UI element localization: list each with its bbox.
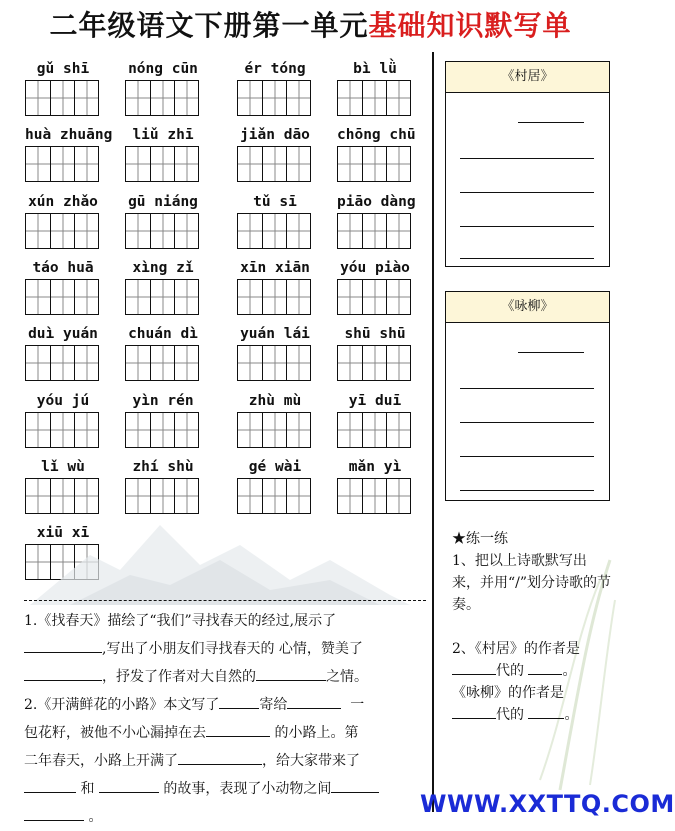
pinyin-cell bbox=[125, 392, 201, 410]
pinyin-label: yìn rén bbox=[132, 393, 194, 409]
practice-q2-line2: 《咏柳》的作者是 代的 。 bbox=[452, 685, 579, 723]
pinyin-cell bbox=[25, 259, 101, 277]
writing-box[interactable] bbox=[150, 280, 174, 314]
writing-box[interactable] bbox=[50, 479, 74, 513]
poem-line[interactable] bbox=[460, 388, 594, 389]
pinyin-cell bbox=[337, 325, 413, 343]
pinyin-cell bbox=[337, 259, 413, 277]
answer-blank[interactable] bbox=[287, 694, 341, 709]
answer-blank[interactable] bbox=[24, 778, 76, 793]
pinyin-label: gé wài bbox=[248, 459, 302, 475]
tianzige-boxes[interactable] bbox=[237, 213, 311, 249]
tianzige-boxes[interactable] bbox=[25, 478, 99, 514]
writing-box[interactable] bbox=[74, 280, 98, 314]
poem-box-cunju bbox=[445, 61, 610, 267]
writing-box[interactable] bbox=[386, 147, 410, 181]
mountain-watermark bbox=[30, 515, 410, 610]
pinyin-cell bbox=[25, 60, 101, 78]
writing-box[interactable] bbox=[74, 346, 98, 380]
writing-box[interactable] bbox=[150, 479, 174, 513]
pinyin-label: liǔ zhī bbox=[132, 127, 194, 143]
poem-title: 《村居》 bbox=[446, 62, 609, 93]
writing-box[interactable] bbox=[26, 413, 50, 447]
tianzige-boxes[interactable] bbox=[25, 412, 99, 448]
writing-box[interactable] bbox=[386, 280, 410, 314]
writing-box[interactable] bbox=[50, 413, 74, 447]
pinyin-cell bbox=[125, 60, 201, 78]
writing-box[interactable] bbox=[50, 280, 74, 314]
writing-box[interactable] bbox=[74, 147, 98, 181]
writing-box[interactable] bbox=[286, 214, 310, 248]
tianzige-boxes[interactable] bbox=[337, 478, 411, 514]
pinyin-cell bbox=[337, 193, 416, 211]
tianzige-boxes[interactable] bbox=[125, 80, 199, 116]
writing-box[interactable] bbox=[286, 346, 310, 380]
pinyin-label: huà zhuāng bbox=[25, 127, 113, 143]
writing-box[interactable] bbox=[386, 214, 410, 248]
pinyin-cell bbox=[25, 193, 101, 211]
writing-box[interactable] bbox=[126, 81, 150, 115]
footer-url[interactable]: WWW.XXTTQ.COM bbox=[420, 790, 675, 818]
writing-box[interactable] bbox=[238, 147, 262, 181]
pinyin-cell bbox=[125, 325, 201, 343]
answer-blank[interactable] bbox=[219, 694, 259, 709]
tianzige-boxes[interactable] bbox=[25, 146, 99, 182]
writing-box[interactable] bbox=[150, 413, 174, 447]
answer-blank[interactable] bbox=[331, 778, 379, 793]
poem-author-line[interactable] bbox=[518, 122, 584, 123]
writing-box[interactable] bbox=[362, 479, 386, 513]
writing-box[interactable] bbox=[338, 413, 362, 447]
writing-box[interactable] bbox=[238, 81, 262, 115]
tianzige-boxes[interactable] bbox=[125, 412, 199, 448]
writing-box[interactable] bbox=[126, 280, 150, 314]
writing-box[interactable] bbox=[262, 280, 286, 314]
writing-box[interactable] bbox=[338, 479, 362, 513]
tianzige-boxes[interactable] bbox=[25, 345, 99, 381]
writing-box[interactable] bbox=[286, 147, 310, 181]
question-2-line4: 和 的故事，表现了小动物之间 bbox=[24, 775, 424, 803]
writing-box[interactable] bbox=[286, 280, 310, 314]
writing-box[interactable] bbox=[286, 479, 310, 513]
writing-box[interactable] bbox=[262, 479, 286, 513]
writing-box[interactable] bbox=[150, 346, 174, 380]
pinyin-cell bbox=[25, 458, 101, 476]
pinyin-label: yuán lái bbox=[240, 326, 310, 342]
writing-box[interactable] bbox=[150, 81, 174, 115]
writing-box[interactable] bbox=[238, 479, 262, 513]
pinyin-cell bbox=[25, 325, 101, 343]
pinyin-cell bbox=[125, 126, 201, 144]
pinyin-label: bì lǜ bbox=[353, 61, 397, 77]
writing-box[interactable] bbox=[386, 479, 410, 513]
writing-box[interactable] bbox=[262, 413, 286, 447]
writing-box[interactable] bbox=[74, 479, 98, 513]
pinyin-label: xìng zǐ bbox=[132, 260, 194, 276]
writing-box[interactable] bbox=[238, 280, 262, 314]
writing-box[interactable] bbox=[74, 81, 98, 115]
writing-box[interactable] bbox=[286, 81, 310, 115]
pinyin-label: xún zhǎo bbox=[28, 194, 98, 210]
pinyin-label: chōng chū bbox=[337, 127, 416, 143]
answer-blank[interactable] bbox=[178, 750, 262, 765]
answer-blank[interactable] bbox=[452, 704, 496, 719]
writing-box[interactable] bbox=[262, 147, 286, 181]
tianzige-boxes[interactable] bbox=[237, 146, 311, 182]
writing-box[interactable] bbox=[174, 280, 198, 314]
dashed-divider bbox=[24, 600, 426, 601]
pinyin-cell bbox=[237, 193, 313, 211]
pinyin-label: yī duī bbox=[348, 393, 402, 409]
question-2-line3: 二年春天，小路上开满了 ，给大家带来了 bbox=[24, 747, 424, 775]
answer-blank[interactable] bbox=[528, 704, 564, 719]
pinyin-label: ér tóng bbox=[244, 61, 306, 77]
writing-box[interactable] bbox=[126, 147, 150, 181]
tianzige-boxes[interactable] bbox=[237, 345, 311, 381]
writing-box[interactable] bbox=[286, 413, 310, 447]
writing-box[interactable] bbox=[174, 479, 198, 513]
writing-box[interactable] bbox=[262, 81, 286, 115]
practice-heading: ★练一练 bbox=[452, 531, 508, 547]
pinyin-label: mǎn yì bbox=[348, 459, 402, 475]
page-title bbox=[0, 4, 621, 44]
answer-blank[interactable] bbox=[24, 666, 102, 681]
poem-author-line[interactable] bbox=[518, 352, 584, 353]
pinyin-cell bbox=[125, 458, 201, 476]
writing-box[interactable] bbox=[174, 147, 198, 181]
writing-box[interactable] bbox=[238, 346, 262, 380]
pinyin-cell bbox=[337, 126, 416, 144]
poem-line[interactable] bbox=[460, 192, 594, 193]
writing-box[interactable] bbox=[362, 81, 386, 115]
tianzige-boxes[interactable] bbox=[125, 146, 199, 182]
tianzige-boxes[interactable] bbox=[337, 80, 411, 116]
writing-box[interactable] bbox=[238, 413, 262, 447]
writing-box[interactable] bbox=[126, 346, 150, 380]
writing-box[interactable] bbox=[338, 346, 362, 380]
answer-blank[interactable] bbox=[256, 666, 326, 681]
pinyin-cell bbox=[25, 392, 101, 410]
writing-box[interactable] bbox=[26, 346, 50, 380]
practice-section bbox=[452, 528, 612, 726]
pinyin-cell bbox=[337, 392, 413, 410]
writing-box[interactable] bbox=[150, 147, 174, 181]
question-1-line1: 1.《找春天》描绘了“我们”寻找春天的经过,展示了 bbox=[24, 613, 337, 629]
writing-box[interactable] bbox=[362, 147, 386, 181]
writing-box[interactable] bbox=[338, 147, 362, 181]
writing-box[interactable] bbox=[126, 479, 150, 513]
tianzige-boxes[interactable] bbox=[337, 345, 411, 381]
poem-line[interactable] bbox=[460, 422, 594, 423]
writing-box[interactable] bbox=[126, 214, 150, 248]
pinyin-label: yóu piào bbox=[340, 260, 410, 276]
writing-box[interactable] bbox=[174, 214, 198, 248]
pinyin-label: jiǎn dāo bbox=[240, 127, 310, 143]
writing-box[interactable] bbox=[362, 346, 386, 380]
tianzige-boxes[interactable] bbox=[125, 279, 199, 315]
pinyin-cell bbox=[25, 126, 113, 144]
pinyin-label: tǔ sī bbox=[253, 194, 297, 210]
tianzige-boxes[interactable] bbox=[25, 213, 99, 249]
poem-line[interactable] bbox=[460, 158, 594, 159]
writing-box[interactable] bbox=[74, 413, 98, 447]
writing-box[interactable] bbox=[150, 214, 174, 248]
writing-box[interactable] bbox=[262, 214, 286, 248]
writing-box[interactable] bbox=[386, 81, 410, 115]
tianzige-boxes[interactable] bbox=[125, 213, 199, 249]
pinyin-label: zhù mù bbox=[248, 393, 302, 409]
tianzige-boxes[interactable] bbox=[25, 80, 99, 116]
tianzige-boxes[interactable] bbox=[237, 478, 311, 514]
practice-q2-line1: 2、《村居》的作者是 代的 。 bbox=[452, 641, 580, 679]
poem-line[interactable] bbox=[460, 456, 594, 457]
pinyin-cell bbox=[337, 458, 413, 476]
writing-box[interactable] bbox=[50, 147, 74, 181]
poem-line[interactable] bbox=[460, 490, 594, 491]
pinyin-cell bbox=[237, 60, 313, 78]
question-2-line1: 2.《开满鲜花的小路》本文写了 寄给 一 bbox=[24, 691, 424, 719]
writing-box[interactable] bbox=[362, 214, 386, 248]
practice-q1: 1、把以上诗歌默写出来，并用“/”划分诗歌的节奏。 bbox=[452, 553, 612, 613]
writing-box[interactable] bbox=[174, 346, 198, 380]
tianzige-boxes[interactable] bbox=[337, 146, 411, 182]
writing-box[interactable] bbox=[338, 280, 362, 314]
question-1-line3: ，抒发了作者对大自然的 之情。 bbox=[24, 663, 424, 691]
pinyin-label: gǔ shī bbox=[36, 61, 90, 77]
tianzige-boxes[interactable] bbox=[237, 80, 311, 116]
pinyin-label: lǐ wù bbox=[41, 459, 85, 475]
writing-box[interactable] bbox=[338, 81, 362, 115]
tianzige-boxes[interactable] bbox=[237, 279, 311, 315]
pinyin-cell bbox=[237, 325, 313, 343]
tianzige-boxes[interactable] bbox=[125, 478, 199, 514]
writing-box[interactable] bbox=[26, 280, 50, 314]
pinyin-label: yóu jú bbox=[36, 393, 90, 409]
pinyin-cell bbox=[237, 126, 313, 144]
pinyin-cell bbox=[125, 259, 201, 277]
writing-box[interactable] bbox=[386, 346, 410, 380]
pinyin-label: xīn xiān bbox=[240, 260, 310, 276]
pinyin-label: nóng cūn bbox=[128, 61, 198, 77]
writing-box[interactable] bbox=[386, 413, 410, 447]
writing-box[interactable] bbox=[50, 214, 74, 248]
answer-blank[interactable] bbox=[452, 660, 496, 675]
pinyin-label: zhí shù bbox=[132, 459, 194, 475]
answer-blank[interactable] bbox=[99, 778, 159, 793]
questions-section bbox=[24, 607, 424, 831]
writing-box[interactable] bbox=[26, 81, 50, 115]
pinyin-cell bbox=[237, 392, 313, 410]
pinyin-label: gū niáng bbox=[128, 194, 198, 210]
writing-box[interactable] bbox=[26, 214, 50, 248]
pinyin-label: xiū xī bbox=[36, 525, 90, 541]
answer-blank[interactable] bbox=[24, 638, 102, 653]
pinyin-label: shū shū bbox=[344, 326, 406, 342]
writing-box[interactable] bbox=[50, 346, 74, 380]
answer-blank[interactable] bbox=[528, 660, 562, 675]
writing-box[interactable] bbox=[238, 214, 262, 248]
pinyin-cell bbox=[337, 60, 413, 78]
pinyin-cell bbox=[237, 259, 313, 277]
pinyin-label: táo huā bbox=[32, 260, 94, 276]
tianzige-boxes[interactable] bbox=[25, 279, 99, 315]
tianzige-boxes[interactable] bbox=[337, 213, 411, 249]
pinyin-cell bbox=[125, 193, 201, 211]
pinyin-label: chuán dì bbox=[128, 326, 198, 342]
answer-blank[interactable] bbox=[206, 722, 270, 737]
poem-line[interactable] bbox=[460, 258, 594, 259]
question-2-line2: 包花籽，被他不小心漏掉在去 的小路上。第 bbox=[24, 719, 424, 747]
tianzige-boxes[interactable] bbox=[125, 345, 199, 381]
writing-box[interactable] bbox=[74, 214, 98, 248]
pinyin-label: duì yuán bbox=[28, 326, 98, 342]
writing-box[interactable] bbox=[26, 147, 50, 181]
title-main: 二年级语文下册第一单元 bbox=[49, 9, 369, 42]
writing-box[interactable] bbox=[174, 413, 198, 447]
writing-box[interactable] bbox=[262, 346, 286, 380]
title-highlight: 基础知识默写单 bbox=[368, 9, 572, 42]
writing-box[interactable] bbox=[362, 280, 386, 314]
poem-line[interactable] bbox=[460, 226, 594, 227]
writing-box[interactable] bbox=[338, 214, 362, 248]
writing-box[interactable] bbox=[26, 479, 50, 513]
tianzige-boxes[interactable] bbox=[337, 279, 411, 315]
poem-title: 《咏柳》 bbox=[446, 292, 609, 323]
writing-box[interactable] bbox=[50, 81, 74, 115]
tianzige-boxes[interactable] bbox=[237, 412, 311, 448]
question-2-line5: 。 bbox=[24, 803, 424, 831]
tianzige-boxes[interactable] bbox=[337, 412, 411, 448]
poem-box-yongliu bbox=[445, 291, 610, 501]
writing-box[interactable] bbox=[362, 413, 386, 447]
pinyin-label: piāo dàng bbox=[337, 194, 416, 210]
question-1-line2: ,写出了小朋友们寻找春天的 心情，赞美了 bbox=[24, 635, 424, 663]
writing-box[interactable] bbox=[174, 81, 198, 115]
vertical-divider bbox=[432, 52, 434, 812]
writing-box[interactable] bbox=[126, 413, 150, 447]
pinyin-cell bbox=[237, 458, 313, 476]
answer-blank[interactable] bbox=[24, 806, 84, 821]
